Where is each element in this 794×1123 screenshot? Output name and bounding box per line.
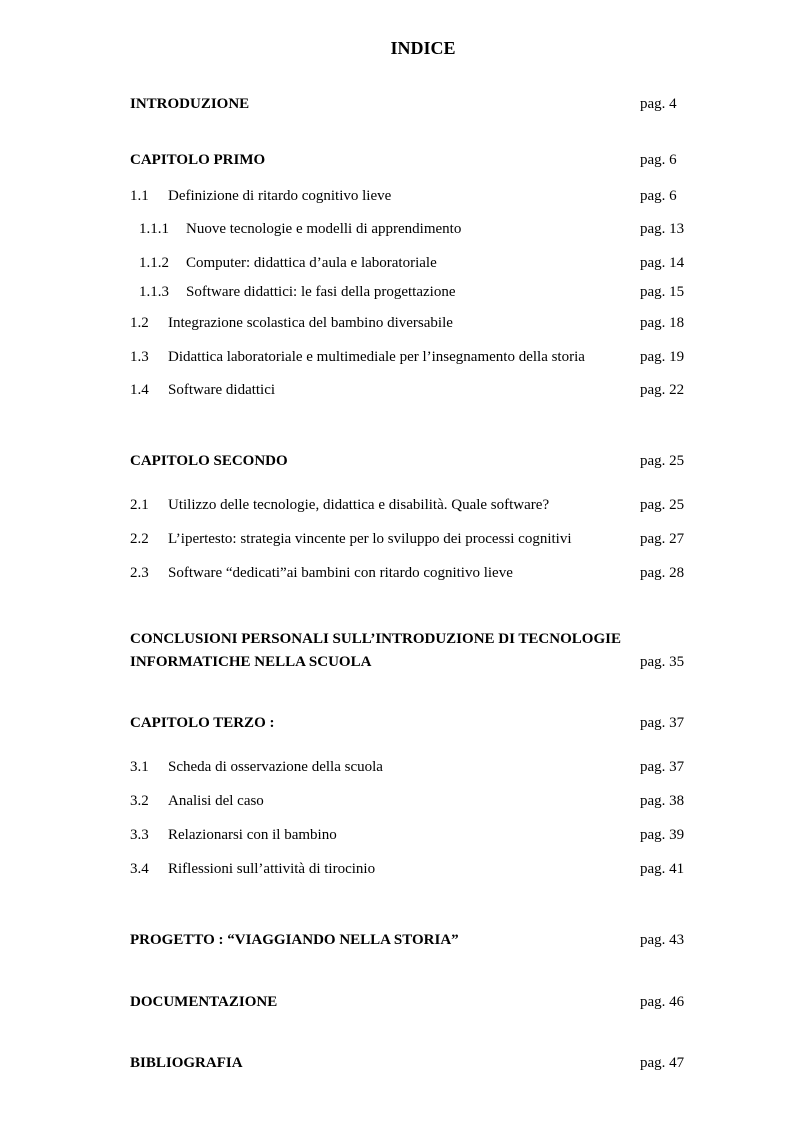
toc-entry-number: 1.2	[130, 315, 149, 331]
toc-entry-label: DOCUMENTAZIONE	[130, 994, 278, 1010]
toc-entry-1-1[interactable]	[130, 186, 690, 206]
toc-entry-page: pag. 39	[640, 827, 685, 843]
toc-entry-introduzione[interactable]	[130, 94, 690, 114]
toc-entry-documentazione[interactable]	[130, 992, 690, 1012]
toc-entry-number: 1.4	[130, 382, 149, 398]
toc-entry-1-1-2[interactable]	[130, 253, 690, 273]
toc-entry-2-3[interactable]	[130, 563, 690, 583]
toc-entry-3-1[interactable]	[130, 757, 690, 777]
toc-entry-label: CAPITOLO TERZO :	[130, 715, 275, 731]
toc-entry-page: pag. 47	[640, 1055, 685, 1071]
toc-entry-page: pag. 18	[640, 315, 685, 331]
toc-entry-page: pag. 6	[640, 188, 677, 204]
toc-entry-label: CONCLUSIONI PERSONALI SULL’INTRODUZIONE DI TECNOLOGIE	[130, 631, 621, 647]
toc-entry-label: INTRODUZIONE	[130, 96, 250, 112]
toc-entry-page: pag. 43	[640, 932, 685, 948]
toc-entry-number: 1.1	[130, 188, 149, 204]
toc-entry-number: 1.1.1	[139, 221, 169, 237]
toc-entry-conclusioni-line1[interactable]	[130, 629, 690, 649]
toc-entry-page: pag. 25	[640, 497, 685, 513]
toc-entry-1-1-3[interactable]	[130, 282, 690, 302]
toc-entry-page: pag. 25	[640, 453, 685, 469]
toc-entry-label: Software “dedicati”ai bambini con ritardo cognitivo lieve	[168, 565, 513, 581]
toc-entry-number: 3.3	[130, 827, 149, 843]
toc-entry-bibliografia[interactable]	[130, 1053, 690, 1073]
toc-entry-label: PROGETTO : “VIAGGIANDO NELLA STORIA”	[130, 932, 459, 948]
toc-entry-label: L’ipertesto: strategia vincente per lo sviluppo dei processi cognitivi	[168, 531, 572, 547]
toc-entry-3-4[interactable]	[130, 859, 690, 879]
page-title: INDICE	[390, 38, 456, 58]
toc-entry-3-2[interactable]	[130, 791, 690, 811]
toc-entry-label: Scheda di osservazione della scuola	[168, 759, 383, 775]
toc-entry-page: pag. 46	[640, 994, 685, 1010]
toc-entry-label: Software didattici: le fasi della progettazione	[186, 284, 456, 300]
toc-entry-label: Software didattici	[168, 382, 276, 398]
toc-entry-label: Riflessioni sull’attività di tirocinio	[168, 861, 376, 877]
toc-entry-1-1-1[interactable]	[130, 219, 690, 239]
toc-entry-2-2[interactable]	[130, 529, 690, 549]
toc-entry-number: 3.1	[130, 759, 149, 775]
toc-entry-capitolo-secondo[interactable]	[130, 451, 690, 471]
toc-entry-label: Didattica laboratoriale e multimediale per l’insegnamento della storia	[168, 349, 585, 365]
toc-entry-1-2[interactable]	[130, 313, 690, 333]
toc-entry-capitolo-terzo[interactable]	[130, 713, 690, 733]
toc-entry-number: 1.1.2	[139, 255, 169, 271]
toc-entry-page: pag. 27	[640, 531, 685, 547]
toc-entry-label: Nuove tecnologie e modelli di apprendimento	[186, 221, 462, 237]
toc-entry-page: pag. 41	[640, 861, 685, 877]
toc-entry-page: pag. 37	[640, 715, 685, 731]
toc-entry-label: CAPITOLO SECONDO	[130, 453, 288, 469]
toc-entry-page: pag. 38	[640, 793, 685, 809]
toc-entry-1-4[interactable]	[130, 380, 690, 400]
toc-entry-1-3[interactable]	[130, 347, 690, 367]
toc-entry-number: 3.4	[130, 861, 149, 877]
toc-entry-label: Computer: didattica d’aula e laboratoriale	[186, 255, 437, 271]
toc-entry-label: Definizione di ritardo cognitivo lieve	[168, 188, 392, 204]
toc-entry-label: CAPITOLO PRIMO	[130, 152, 266, 168]
toc-entry-page: pag. 15	[640, 284, 685, 300]
toc-entry-label: Relazionarsi con il bambino	[168, 827, 337, 843]
toc-entry-progetto[interactable]	[130, 930, 690, 950]
toc-entry-label: Utilizzo delle tecnologie, didattica e disabilità. Quale software?	[168, 497, 550, 513]
toc-entry-page: pag. 4	[640, 96, 677, 112]
toc-entry-label: INFORMATICHE NELLA SCUOLA	[130, 654, 372, 670]
toc-entry-page: pag. 13	[640, 221, 685, 237]
toc-entry-page: pag. 37	[640, 759, 685, 775]
toc-entry-page: pag. 14	[640, 255, 685, 271]
toc-entry-page: pag. 28	[640, 565, 685, 581]
toc-entry-label: Integrazione scolastica del bambino diversabile	[168, 315, 453, 331]
toc-entry-conclusioni-line2[interactable]	[130, 652, 690, 672]
toc-entry-page: pag. 6	[640, 152, 677, 168]
toc-entry-label: BIBLIOGRAFIA	[130, 1055, 243, 1071]
toc-entry-3-3[interactable]	[130, 825, 690, 845]
toc-entry-2-1[interactable]	[130, 495, 690, 515]
toc-entry-number: 2.2	[130, 531, 149, 547]
toc-entry-number: 2.3	[130, 565, 149, 581]
toc-entry-capitolo-primo[interactable]	[130, 150, 690, 170]
toc-entry-number: 2.1	[130, 497, 149, 513]
toc-entry-label: Analisi del caso	[168, 793, 264, 809]
toc-entry-number: 1.1.3	[139, 284, 169, 300]
toc-entry-number: 1.3	[130, 349, 149, 365]
toc-entry-page: pag. 22	[640, 382, 685, 398]
toc-entry-number: 3.2	[130, 793, 149, 809]
toc-entry-page: pag. 19	[640, 349, 685, 365]
toc-entry-page: pag. 35	[640, 654, 685, 670]
